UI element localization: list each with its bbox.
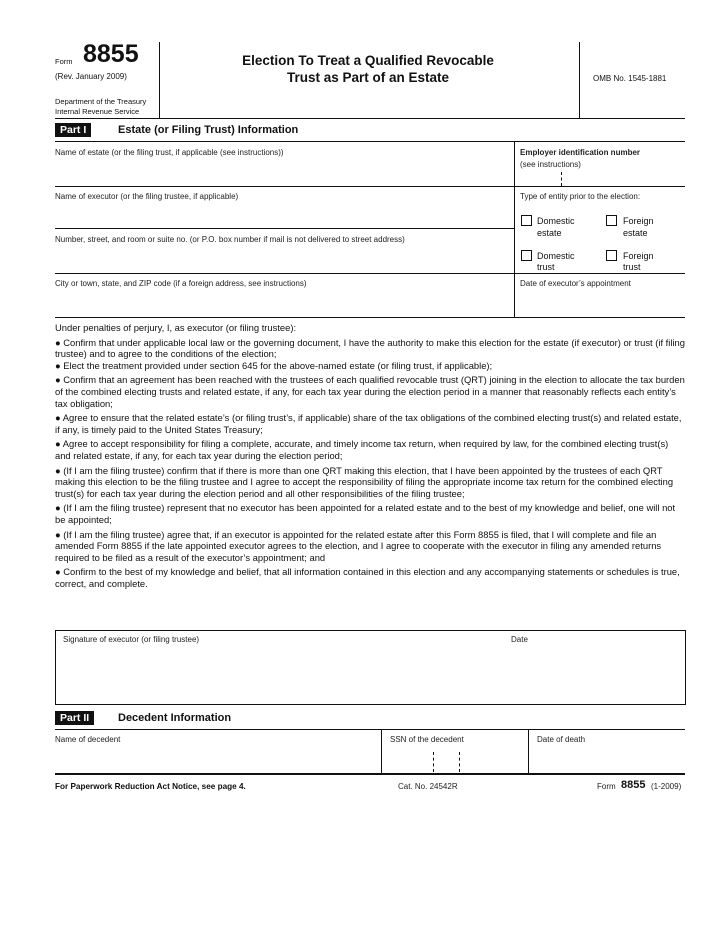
- domestic-trust-checkbox[interactable]: [521, 250, 532, 261]
- title-line-2: Trust as Part of an Estate: [286, 70, 450, 85]
- executor-name-field[interactable]: [55, 203, 510, 225]
- foreign-estate-label-1: Foreign: [623, 216, 654, 226]
- catalog-number: Cat. No. 24542R: [398, 782, 458, 791]
- row-3-rule: [55, 273, 685, 274]
- signature-field[interactable]: [60, 648, 500, 698]
- declaration-item: ● Elect the treatment provided under section 645 for the above-named estate (or filing trust, if applicable);: [55, 359, 493, 371]
- estate-name-field[interactable]: [55, 158, 510, 184]
- ssn-field[interactable]: [385, 746, 523, 772]
- part-1-title: Estate (or Filing Trust) Information: [118, 124, 299, 136]
- date-of-death-field[interactable]: [532, 746, 682, 772]
- row-1-rule: [55, 186, 685, 187]
- address-label: Number, street, and room or suite no. (or P.O. box number if mail is not delivered to street address): [55, 235, 405, 244]
- domestic-estate-label-1: Domestic: [537, 216, 575, 226]
- footer-form-number: 8855: [621, 779, 646, 791]
- appointment-date-field[interactable]: [518, 290, 683, 314]
- declaration-item: ● Confirm to the best of my knowledge and belief, that all information contained in this election and any accompanying statements or schedules is true, correct, and complete.: [55, 566, 680, 589]
- footer-form-word: Form: [597, 782, 616, 791]
- paperwork-notice: For Paperwork Reduction Act Notice, see page 4.: [55, 782, 246, 791]
- decedent-name-label: Name of decedent: [55, 735, 121, 744]
- form-word: Form: [55, 57, 73, 66]
- header-divider-left: [159, 42, 160, 119]
- part-1-tag: Part I: [55, 123, 91, 137]
- declaration-item: ● (If I am the filing trustee) represent that no executor has been appointed for a related estate and to the best of my knowledge and belief, one will not be appointed;: [55, 502, 676, 525]
- domestic-trust-label-2: trust: [537, 262, 555, 272]
- city-field[interactable]: [55, 290, 510, 314]
- ein-sublabel: (see instructions): [520, 160, 581, 169]
- ssn-label: SSN of the decedent: [390, 735, 464, 744]
- entity-type-label: Type of entity prior to the election:: [520, 192, 641, 201]
- declaration-item: ● (If I am the filing trustee) agree that, if an executor is appointed for the related estate after this Form 8855 is filed, that I will complete and file an amended Form 8855 if the late appointed executor agrees to the election, and I agree to cooperate with the executor in filing any amended returns required to be filed as a result of the executor’s appointment; and: [55, 528, 662, 563]
- signature-date-field[interactable]: [508, 648, 678, 698]
- header-divider-right: [579, 42, 580, 119]
- date-of-death-label: Date of death: [537, 735, 586, 744]
- ein-field[interactable]: [518, 170, 683, 186]
- foreign-estate-checkbox[interactable]: [606, 215, 617, 226]
- declaration-item: ● Confirm that an agreement has been reached with the trustees of each qualified revocable trust (QRT) joining in the election to allocate the tax burden of the combined electing trusts and related estate, if any, for each tax year during the election period in a manner that reasonably reflects each entity’s tax obligation;: [55, 374, 685, 409]
- part-1-rule: [55, 141, 685, 142]
- row-4-divider: [514, 273, 515, 318]
- foreign-trust-label-1: Foreign: [623, 251, 654, 261]
- omb-number: OMB No. 1545-1881: [593, 74, 667, 83]
- appointment-date-label: Date of executor’s appointment: [520, 279, 631, 288]
- signature-label: Signature of executor (or filing trustee): [63, 635, 200, 644]
- foreign-trust-label-2: trust: [623, 262, 641, 272]
- declaration-item: ● Confirm that under applicable local law or the governing document, I have the authority to make this election for the estate (if executor) or trust (if filing trustee) and to agree to the conditions of the election;: [55, 336, 685, 360]
- department-line: Department of the Treasury: [55, 97, 147, 106]
- part-2-title: Decedent Information: [118, 712, 232, 724]
- foreign-trust-checkbox[interactable]: [606, 250, 617, 261]
- signature-date-label: Date: [511, 635, 528, 644]
- declaration-item: ● Agree to accept responsibility for filing a complete, accurate, and timely income tax return, when required by law, for the combined electing trust(s) and related estate, if any, for each tax year during the election period;: [55, 438, 669, 461]
- ein-divider: [514, 141, 515, 286]
- city-label: City or town, state, and ZIP code (if a foreign address, see instructions): [55, 279, 307, 288]
- part-2-tag: Part II: [55, 711, 94, 725]
- ein-label: Employer identification number: [520, 148, 641, 157]
- estate-name-label: Name of estate (or the filing trust, if applicable (see instructions)): [55, 148, 284, 157]
- form-number: 8855: [83, 40, 139, 68]
- ssn-divider: [381, 729, 382, 774]
- domestic-estate-checkbox[interactable]: [521, 215, 532, 226]
- declaration-intro: Under penalties of perjury, I, as executor (or filing trustee):: [55, 322, 297, 333]
- part-2-bottom-rule: [55, 773, 685, 775]
- form-header: [55, 42, 685, 118]
- title-line-1: Election To Treat a Qualified Revocable: [242, 53, 494, 68]
- footer-revision: (1-2009): [651, 782, 682, 791]
- address-field[interactable]: [55, 246, 510, 270]
- header-rule: [55, 118, 685, 119]
- decedent-name-field[interactable]: [55, 746, 377, 772]
- domestic-trust-label-1: Domestic: [537, 251, 575, 261]
- irs-line: Internal Revenue Service: [55, 107, 140, 116]
- ssn-separator-2: [459, 752, 460, 772]
- revision-date: (Rev. January 2009): [55, 72, 127, 81]
- form-title: [163, 52, 573, 86]
- foreign-estate-label-2: estate: [623, 228, 648, 238]
- declaration-item: ● (If I am the filing trustee) confirm that if there is more than one QRT making this election, that I have been appointed by the trustees of each QRT making this election to be the filing trustee and I agree to accept the responsibility of filing the appropriate income tax return for the combined electing trust(s) for each tax year during the election period and all other responsibilities of the filing trustee;: [55, 464, 674, 499]
- ssn-separator-1: [433, 752, 434, 772]
- executor-name-label: Name of executor (or the filing trustee, if applicable): [55, 192, 239, 201]
- row-4-rule: [55, 317, 685, 318]
- declaration: [55, 322, 685, 592]
- declaration-item: ● Agree to ensure that the related estate’s (or filing trust’s, if applicable) share of the tax obligations of the combined electing trust(s) and related estate, if any, is timely paid to the United States Treasury;: [55, 412, 682, 435]
- death-divider: [528, 729, 529, 774]
- domestic-estate-label-2: estate: [537, 228, 562, 238]
- part-2-rule: [55, 729, 685, 730]
- row-2-rule: [55, 228, 514, 229]
